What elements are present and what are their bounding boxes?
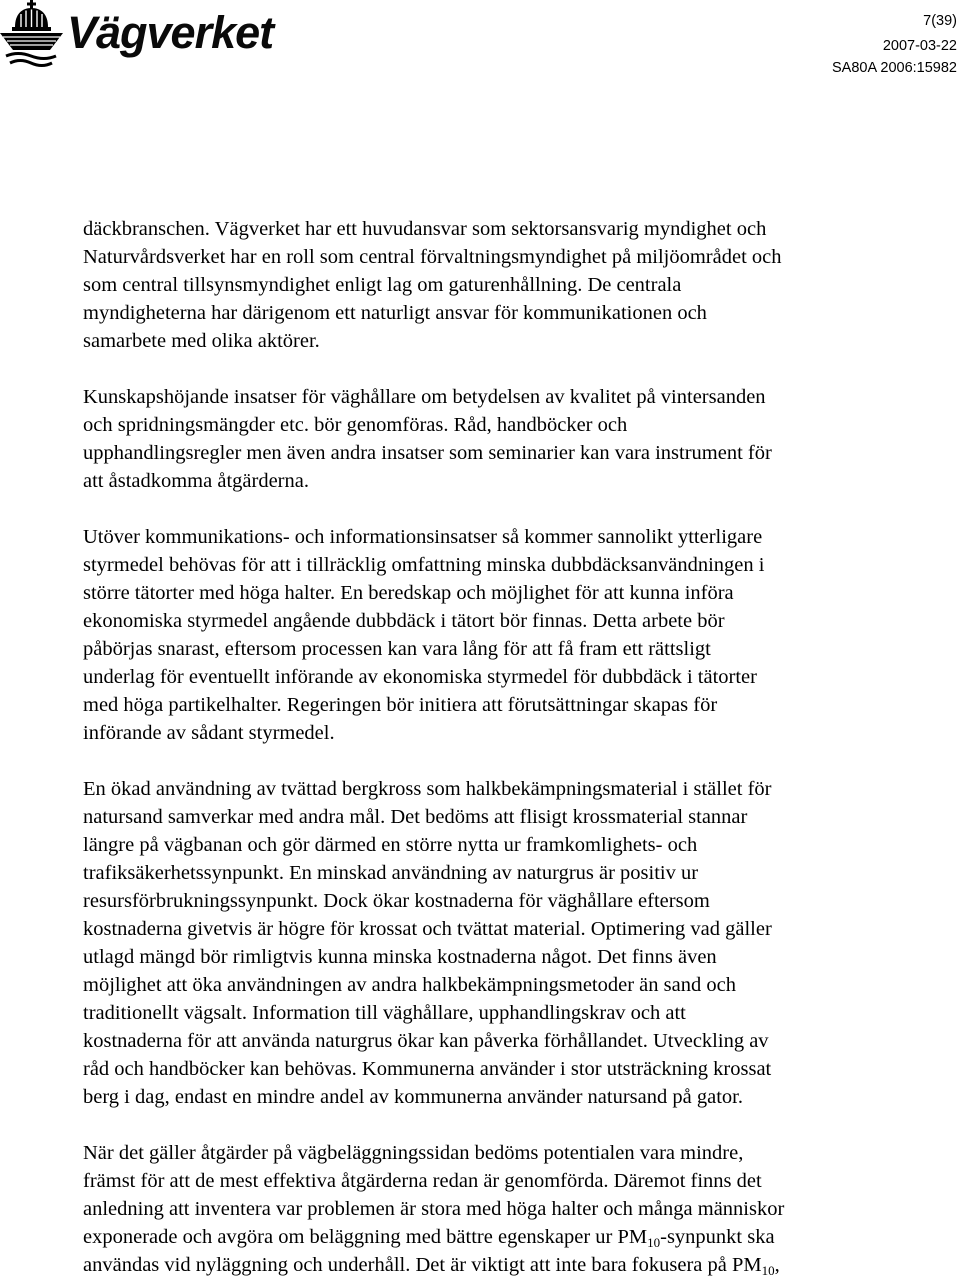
- document-reference: SA80A 2006:15982: [832, 60, 957, 76]
- text-line: [83, 1223, 953, 1251]
- text-line: När det gäller åtgärder på vägbeläggningssidan bedöms potentialen vara mindre,: [83, 1142, 744, 1164]
- paragraph: [83, 215, 953, 355]
- text-line: kostnaderna för att använda naturgrus ökar kan påverka förhållandet. Utveckling av: [83, 1030, 769, 1052]
- subscript: 10: [647, 1235, 661, 1250]
- paragraph: [83, 775, 953, 1111]
- paragraph: [83, 383, 953, 495]
- text-line: ekonomiska styrmedel angående dubbdäck i tätort bör finnas. Detta arbete bör: [83, 610, 725, 632]
- text-line: samarbete med olika aktörer.: [83, 330, 320, 352]
- text-line: traditionellt vägsalt. Information till väghållare, upphandlingskrav och att: [83, 1002, 686, 1024]
- text-line: råd och handböcker kan behövas. Kommunerna använder i stor utsträckning krossat: [83, 1058, 772, 1080]
- text-segment: användas vid nyläggning och underhåll. Det är viktigt att inte bara fokusera på PM: [83, 1254, 762, 1276]
- document-date: 2007-03-22: [882, 38, 957, 54]
- text-line: som central tillsynsmyndighet enligt lag om gaturenhållning. De centrala: [83, 274, 682, 296]
- text-line: med höga partikelhalter. Regeringen bör initiera att förutsättningar skapas för: [83, 694, 718, 716]
- text-line: Kunskapshöjande insatser för väghållare om betydelsen av kvalitet på vintersanden: [83, 386, 766, 408]
- page-number: 7(39): [923, 13, 957, 29]
- subscript: 10: [761, 1263, 775, 1278]
- text-line: underlag för eventuellt införande av ekonomiska styrmedel för dubbdäck i tätorter: [83, 666, 757, 688]
- text-line: kostnaderna givetvis är högre för krossat och tvättat material. Optimering vad gäller: [83, 918, 772, 940]
- text-line: natursand samverkar med andra mål. Det bedöms att flisigt krossmaterial stannar: [83, 806, 748, 828]
- text-line: påbörjas snarast, eftersom processen kan vara lång för att få fram ett rättsligt: [83, 638, 711, 660]
- text-line: längre på vägbanan och gör därmed en större nytta ur framkomlighets- och: [83, 834, 698, 856]
- text-line: upphandlingsregler men även andra insatser som seminarier kan vara instrument för: [83, 442, 772, 464]
- text-segment: -synpunkt ska: [660, 1226, 775, 1248]
- text-line: införande av sådant styrmedel.: [83, 722, 335, 744]
- paragraph: [83, 1139, 953, 1279]
- text-line: myndigheterna har därigenom ett naturligt ansvar för kommunikationen och: [83, 302, 707, 324]
- text-line: resursförbrukningssynpunkt. Dock ökar kostnaderna för väghållare eftersom: [83, 890, 710, 912]
- text-segment: exponerade och avgöra om beläggning med bättre egenskaper ur PM: [83, 1226, 648, 1248]
- text-line: berg i dag, endast en mindre andel av kommunerna använder natursand på gator.: [83, 1086, 743, 1108]
- text-line: [83, 1251, 953, 1279]
- text-line: att åstadkomma åtgärderna.: [83, 470, 309, 492]
- text-segment: ,: [774, 1254, 780, 1276]
- text-line: och spridningsmängder etc. bör genomföras. Råd, handböcker och: [83, 414, 628, 436]
- text-line: Naturvårdsverket har en roll som central förvaltningsmyndighet på miljöområdet och: [83, 246, 782, 268]
- text-line: utlagd mängd bör rimligtvis kunna minska kostnaderna något. Det finns även: [83, 946, 717, 968]
- text-line: styrmedel behövas för att i tillräcklig omfattning minska dubbdäcksanvändningen i: [83, 554, 765, 576]
- paragraph: [83, 523, 953, 747]
- text-line: möjlighet att öka användningen av andra halkbekämpningsmetoder än sand och: [83, 974, 736, 996]
- text-line: främst för att de mest effektiva åtgärderna redan är genomförda. Däremot finns det: [83, 1170, 762, 1192]
- text-line: Utöver kommunikations- och informationsinsatser så kommer sannolikt ytterligare: [83, 526, 763, 548]
- crest-logo-icon: [0, 0, 64, 68]
- text-line: trafiksäkerhetssynpunkt. En minskad användning av naturgrus är positiv ur: [83, 862, 699, 884]
- text-line: däckbranschen. Vägverket har ett huvudansvar som sektorsansvarig myndighet och: [83, 218, 767, 240]
- text-line: anledning att inventera var problemen är stora med höga halter och många människor: [83, 1198, 785, 1220]
- logo-wordmark: Vägverket: [67, 7, 274, 58]
- text-line: större tätorter med höga halter. En beredskap och möjlighet för att kunna införa: [83, 582, 734, 604]
- text-line: En ökad användning av tvättad bergkross som halkbekämpningsmaterial i stället för: [83, 778, 772, 800]
- document-body: [83, 215, 953, 1279]
